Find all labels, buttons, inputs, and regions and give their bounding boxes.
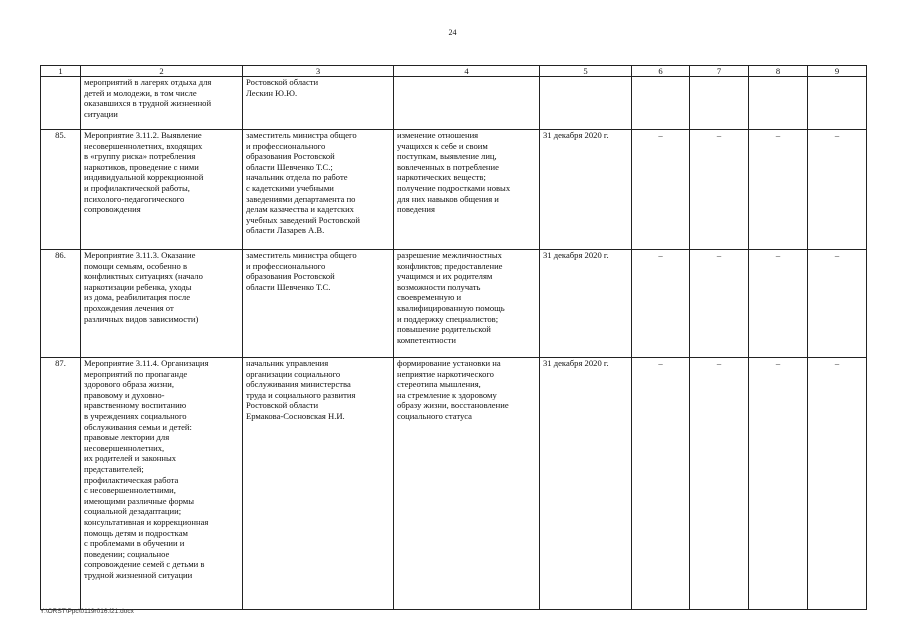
value-cell: – (690, 250, 749, 358)
event-cell: Мероприятие 3.11.4. Организация мероприятий по пропаганде здорового образа жизни, правовому и духовно- нравственному воспитанию в учреждениях социального обслуживания семьи и детей: правовые лектории для несовершеннолетних, их родителей и законных представителей; профилактическая работа с несовершеннолетними, имеющими различные формы социальной дезадаптации; консультативная и коррекционная помощь детям и подросткам с проблемами в обучении и поведении; социальное сопровождение семей с детьми в трудной жизненной ситуации (81, 358, 243, 610)
row-number: 86. (41, 250, 81, 358)
table-row (41, 130, 867, 250)
value-cell: – (632, 250, 690, 358)
column-header: 1 (41, 66, 81, 77)
row-number (41, 77, 81, 130)
table-row (41, 250, 867, 358)
responsible-cell: заместитель министра общего и профессионального образования Ростовской области Шевченко Т.С.; начальник отдела по работе с кадетскими учебными заведениями департамента по делам казачества и кадетских учебных заведений Ростовской области Лазарев А.В. (243, 130, 394, 250)
column-header: 7 (690, 66, 749, 77)
value-cell (749, 77, 808, 130)
event-cell: Мероприятие 3.11.2. Выявление несовершеннолетних, входящих в «группу риска» потребления наркотиков, проведение с ними индивидуальной коррекционной и профилактической работы, психолого-педагогического сопровождения (81, 130, 243, 250)
column-header: 6 (632, 66, 690, 77)
value-cell: – (808, 358, 867, 610)
value-cell: – (808, 130, 867, 250)
page-number: 24 (448, 28, 457, 37)
file-path-footer: Y:\ORST\Ppc\0119r016.f21.docx (40, 608, 134, 615)
value-cell: – (632, 358, 690, 610)
column-header: 2 (81, 66, 243, 77)
date-cell: 31 декабря 2020 г. (540, 358, 632, 610)
value-cell: – (749, 250, 808, 358)
date-cell: 31 декабря 2020 г. (540, 250, 632, 358)
value-cell (690, 77, 749, 130)
column-header: 5 (540, 66, 632, 77)
result-cell: изменение отношения учащихся к себе и своим поступкам, выявление лиц, вовлеченных в потребление наркотических веществ; получение подростками новых для них навыков общения и поведения (394, 130, 540, 250)
column-header: 9 (808, 66, 867, 77)
responsible-cell: заместитель министра общего и профессионального образования Ростовской области Шевченко Т.С. (243, 250, 394, 358)
value-cell: – (749, 358, 808, 610)
date-cell: 31 декабря 2020 г. (540, 130, 632, 250)
row-number: 87. (41, 358, 81, 610)
measures-table (40, 65, 867, 610)
value-cell (632, 77, 690, 130)
table-row (41, 358, 867, 610)
date-cell (540, 77, 632, 130)
result-cell: разрешение межличностных конфликтов; предоставление учащимся и их родителям возможности получать своевременную и квалифицированную помощь и поддержку специалистов; повышение родительской компетентности (394, 250, 540, 358)
value-cell: – (690, 130, 749, 250)
value-cell: – (808, 250, 867, 358)
responsible-cell: начальник управления организации социального обслуживания министерства труда и социального развития Ростовской области Ермакова-Сосновская Н.И. (243, 358, 394, 610)
event-cell: Мероприятие 3.11.3. Оказание помощи семьям, особенно в конфликтных ситуациях (начало наркотизации ребенка, уходы из дома, реабилитация после прохождения лечения от различных видов зависимости) (81, 250, 243, 358)
result-cell: формирование установки на неприятие наркотического стереотипа мышления, на стремление к здоровому образу жизни, восстановление социального статуса (394, 358, 540, 610)
column-header: 3 (243, 66, 394, 77)
responsible-cell: Ростовской области Лескин Ю.Ю. (243, 77, 394, 130)
column-header: 8 (749, 66, 808, 77)
value-cell: – (690, 358, 749, 610)
result-cell (394, 77, 540, 130)
table-row (41, 77, 867, 130)
value-cell: – (749, 130, 808, 250)
value-cell: – (632, 130, 690, 250)
column-header: 4 (394, 66, 540, 77)
column-number-row (41, 66, 867, 77)
value-cell (808, 77, 867, 130)
event-cell: мероприятий в лагерях отдыха для детей и молодежи, в том числе оказавшихся в трудной жизненной ситуации (81, 77, 243, 130)
row-number: 85. (41, 130, 81, 250)
